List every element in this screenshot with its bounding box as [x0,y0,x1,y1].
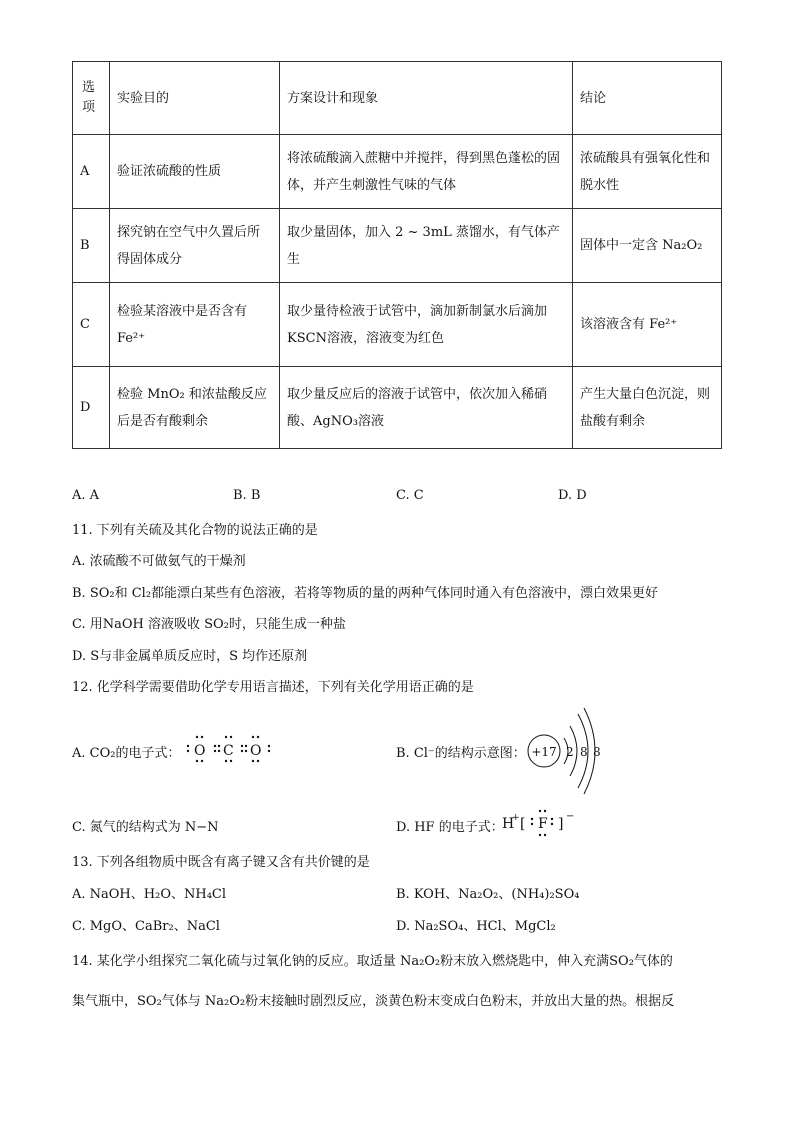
row-option: A [73,135,110,209]
header-conclusion: 结论 [573,62,722,135]
q13-stem: 13. 下列各组物质中既含有离子键又含有共价键的是 [72,855,370,870]
experiment-table [72,61,722,449]
shell-2-electrons: 8 [580,745,588,759]
q12-option-c[interactable]: C. 氮气的结构式为 N−N [72,820,219,835]
q10-choice-d[interactable]: D. D [558,488,587,503]
table-row [73,135,722,209]
header-option: 选 项 [73,62,110,135]
row-design: 取少量反应后的溶液于试管中，依次加入稀硝酸、AgNO₃溶液 [280,367,573,449]
row-design: 将浓硫酸滴入蔗糖中并搅拌，得到黑色蓬松的固体，并产生刺激性气味的气体 [280,135,573,209]
svg-text:−: − [566,811,575,822]
svg-text:C: C [223,743,234,759]
q13-option-c[interactable]: C. MgO、CaBr₂、NaCl [72,919,220,934]
q12-option-b[interactable] [396,742,526,761]
row-purpose: 探究钠在空气中久置后所得固体成分 [110,209,280,283]
q12-option-a-label: A. CO₂的电子式： [72,746,181,761]
q11-option-d[interactable]: D. S与非金属单质反应时，S 均作还原剂 [72,649,308,664]
q11-option-c[interactable]: C. 用NaOH 溶液吸收 SO₂时，只能生成一种盐 [72,617,346,632]
row-option: B [73,209,110,283]
q11-stem: 11. 下列有关硫及其化合物的说法正确的是 [72,523,318,538]
shell-1-electrons: 2 [566,745,574,759]
q11-option-a[interactable]: A. 浓硫酸不可做氨气的干燥剂 [72,554,246,569]
q13-option-b[interactable]: B. KOH、Na₂O₂、(NH₄)₂SO₄ [396,887,580,902]
co2-electron-formula [183,732,273,766]
row-purpose: 验证浓硫酸的性质 [110,135,280,209]
table-row [73,367,722,449]
q12-option-b-label: B. Cl⁻的结构示意图： [396,746,526,761]
row-conclusion: 产生大量白色沉淀，则盐酸有剩余 [573,367,722,449]
q10-choice-c[interactable]: C. C [396,488,424,503]
row-option: D [73,367,110,449]
shell-3-electrons: 8 [593,745,601,759]
svg-text:[: [ [520,816,526,832]
row-option: C [73,283,110,367]
q11-option-b[interactable]: B. SO₂和 Cl₂都能漂白某些有色溶液，若将等物质的量的两种气体同时通入有色溶液中，漂白效果更好 [72,586,659,601]
row-design: 取少量待检液于试管中，滴加新制氯水后滴加KSCN溶液，溶液变为红色 [280,283,573,367]
table-row [73,209,722,283]
q13-option-d[interactable]: D. Na₂SO₄、HCl、MgCl₂ [396,919,556,934]
row-purpose: 检验 MnO₂ 和浓盐酸反应后是否有酸剩余 [110,367,280,449]
row-purpose: 检验某溶液中是否含有 Fe²⁺ [110,283,280,367]
svg-text:O: O [250,743,262,759]
row-design: 取少量固体，加入 2 ~ 3mL 蒸馏水，有气体产生 [280,209,573,283]
q12-stem: 12. 化学科学需要借助化学专用语言描述，下列有关化学用语正确的是 [72,680,474,695]
row-conclusion: 固体中一定含 Na₂O₂ [573,209,722,283]
q12-option-d-label: D. HF 的电子式： [396,820,504,835]
svg-text:H: H [502,816,515,832]
cl-ion-structure-diagram [524,706,606,798]
q12-option-a[interactable] [72,742,180,761]
header-design: 方案设计和现象 [280,62,573,135]
nucleus-charge: +17 [531,745,557,759]
row-conclusion: 浓硫酸具有强氧化性和脱水性 [573,135,722,209]
row-conclusion: 该溶液含有 Fe²⁺ [573,283,722,367]
q13-option-a[interactable]: A. NaOH、H₂O、NH₄Cl [72,887,227,902]
hf-electron-formula [500,806,578,840]
q10-choice-b[interactable]: B. B [233,488,261,503]
svg-text:+: + [512,813,520,823]
table-header-row [73,62,722,135]
q14-line-2: 集气瓶中，SO₂气体与 Na₂O₂粉末接触时剧烈反应，淡黄色粉末变成白色粉末，并放出大量的热。根据反 [72,994,675,1009]
q14-line-1: 14. 某化学小组探究二氧化硫与过氧化钠的反应。取适量 Na₂O₂粉末放入燃烧匙中，伸入充满SO₂气体的 [72,954,673,969]
svg-text:]: ] [558,816,564,832]
header-purpose: 实验目的 [110,62,280,135]
q12-option-d[interactable] [396,816,504,835]
svg-text:O: O [194,743,206,759]
table-row [73,283,722,367]
svg-text:F: F [538,816,548,832]
q10-choice-a[interactable]: A. A [72,488,100,503]
